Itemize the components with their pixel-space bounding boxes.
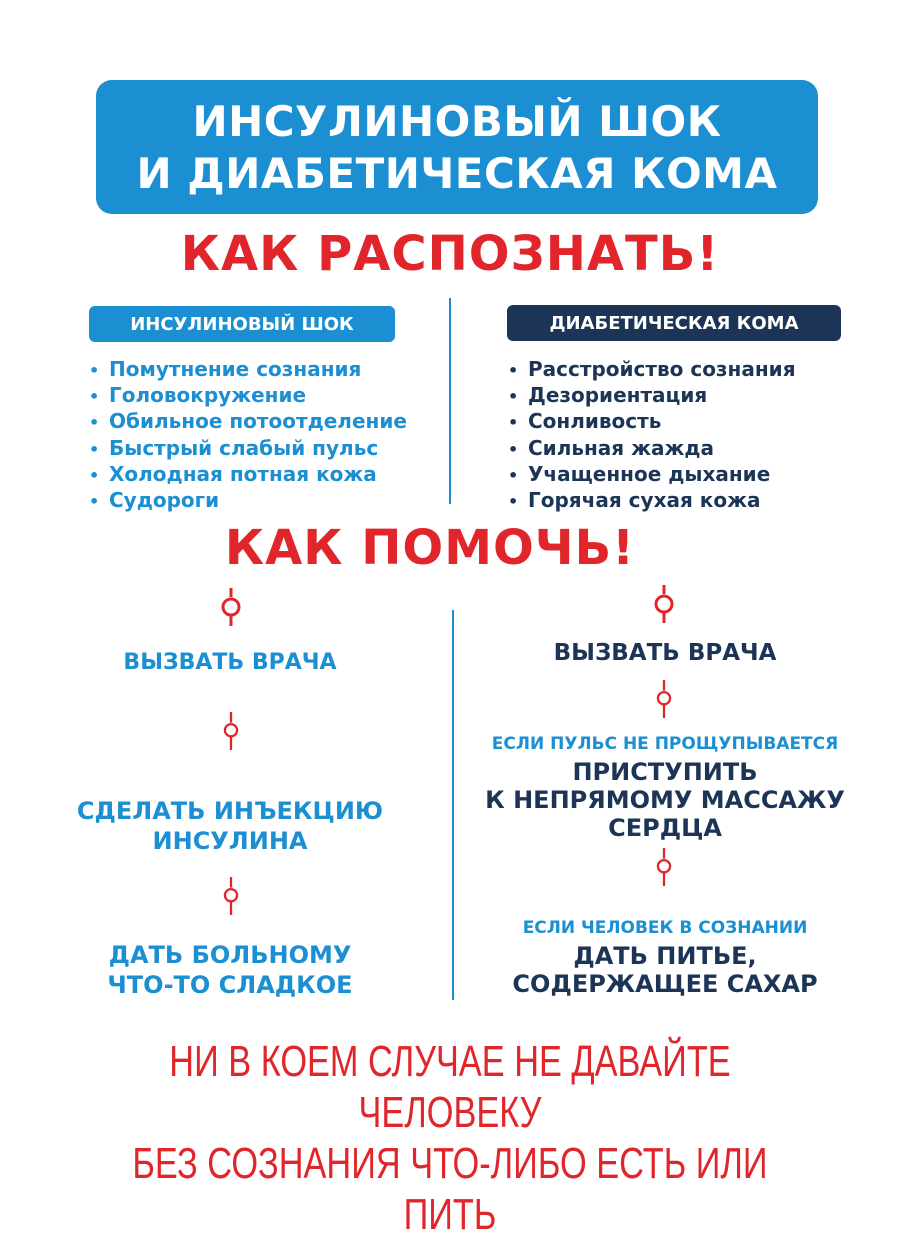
list-item: • Судороги xyxy=(89,488,439,514)
insulin-step-3 xyxy=(50,940,410,1000)
column-divider-bottom xyxy=(452,610,454,1000)
step-line: К НЕПРЯМОМУ МАССАЖУ xyxy=(485,786,845,814)
step-marker-icon xyxy=(652,680,676,718)
coma-step-2-condition: ЕСЛИ ПУЛЬС НЕ ПРОЩУПЫВАЕТСЯ xyxy=(491,734,839,754)
step-line: ЧТО-ТО СЛАДКОЕ xyxy=(107,971,353,999)
insulin-step-2 xyxy=(50,796,410,856)
title-line-2: И ДИАБЕТИЧЕСКАЯ КОМА xyxy=(136,149,778,198)
step-marker-icon xyxy=(652,848,676,886)
step-line: СЕРДЦА xyxy=(608,814,722,842)
list-item: • Холодная потная кожа xyxy=(89,462,439,488)
list-item: • Обильное потоотделение xyxy=(89,409,439,435)
help-heading: КАК ПОМОЧЬ! xyxy=(224,520,636,576)
list-item: • Дезориентация xyxy=(508,383,868,409)
step-line: ДАТЬ БОЛЬНОМУ xyxy=(108,941,352,969)
coma-step-3-condition: ЕСЛИ ЧЕЛОВЕК В СОЗНАНИИ xyxy=(522,918,808,938)
step-line: ПРИСТУПИТЬ xyxy=(572,758,758,786)
step-marker-icon xyxy=(219,588,243,626)
insulin-shock-label: ИНСУЛИНОВЫЙ ШОК xyxy=(89,306,395,342)
coma-step-3 xyxy=(455,942,875,998)
column-divider-top xyxy=(449,298,451,504)
coma-step-2 xyxy=(455,758,875,842)
list-item: • Расстройство сознания xyxy=(508,357,868,383)
insulin-shock-symptoms xyxy=(89,357,439,514)
list-item: • Помутнение сознания xyxy=(89,357,439,383)
step-marker-icon xyxy=(219,712,243,750)
recognize-heading: КАК РАСПОЗНАТЬ! xyxy=(180,226,720,282)
list-item: • Горячая сухая кожа xyxy=(508,488,868,514)
warning-line-1: НИ В КОЕМ СЛУЧАЕ НЕ ДАВАЙТЕ ЧЕЛОВЕКУ xyxy=(169,1037,731,1137)
list-item: • Сонливость xyxy=(508,409,868,435)
list-item: • Быстрый слабый пульс xyxy=(89,436,439,462)
title-banner xyxy=(96,80,818,214)
diabetic-coma-label: ДИАБЕТИЧЕСКАЯ КОМА xyxy=(507,305,841,341)
warning-line-2: БЕЗ СОЗНАНИЯ ЧТО-ЛИБО ЕСТЬ ИЛИ ПИТЬ xyxy=(132,1139,768,1239)
list-item: • Головокружение xyxy=(89,383,439,409)
step-marker-icon xyxy=(652,585,676,623)
warning-text xyxy=(99,1036,801,1240)
step-line: ИНСУЛИНА xyxy=(152,827,308,855)
coma-step-1: ВЫЗВАТЬ ВРАЧА xyxy=(553,640,777,666)
insulin-step-1: ВЫЗВАТЬ ВРАЧА xyxy=(123,650,337,675)
title-line-1: ИНСУЛИНОВЫЙ ШОК xyxy=(192,97,722,146)
step-marker-icon xyxy=(219,877,243,915)
step-line: СДЕЛАТЬ ИНЪЕКЦИЮ xyxy=(76,797,384,825)
step-line: ДАТЬ ПИТЬЕ, xyxy=(573,942,757,970)
step-line: СОДЕРЖАЩЕЕ САХАР xyxy=(512,970,818,998)
diabetic-coma-symptoms xyxy=(508,357,868,514)
list-item: • Учащенное дыхание xyxy=(508,462,868,488)
list-item: • Сильная жажда xyxy=(508,436,868,462)
